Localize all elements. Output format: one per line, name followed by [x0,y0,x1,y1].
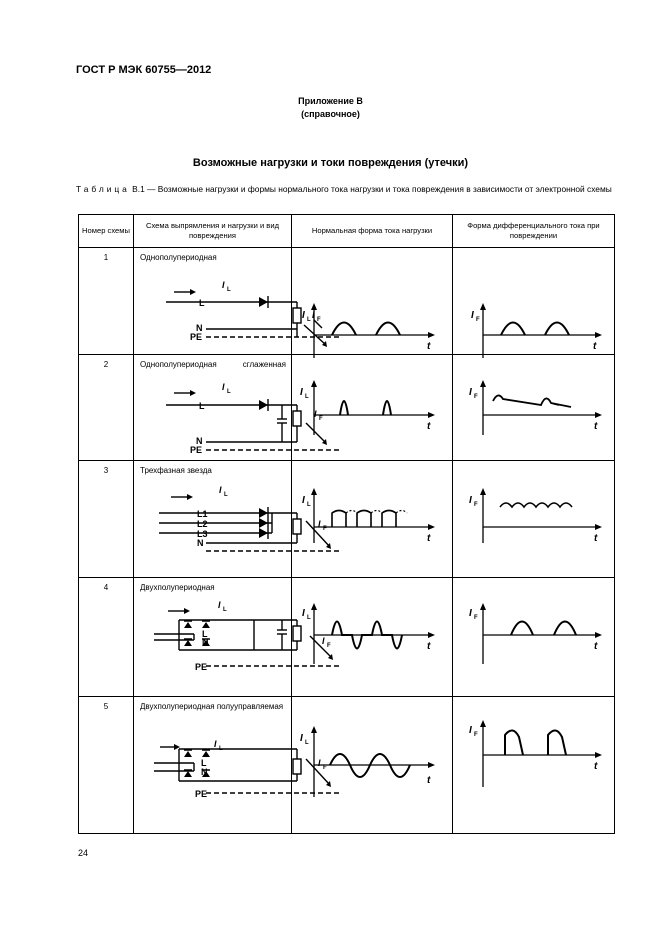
fault-current-waveform [453,248,615,355]
fault-current-sub: F [327,643,331,649]
row-number: 4 [79,578,134,697]
axis-symbol-sub: F [474,732,478,738]
time-axis-label: t [594,641,598,652]
three-phase-star-circuit-diagram [134,483,327,578]
time-axis-label: t [594,421,598,432]
axis-symbol-sub: F [476,317,480,323]
fault-current-waveform [453,461,615,578]
column-header-number: Номер схемы [79,215,134,248]
normal-current-waveform [292,578,453,697]
axis-symbol-sub: L [307,317,311,323]
line-label: L [201,758,207,768]
line-label: L [202,629,208,639]
pe-label: PE [190,445,203,455]
column-header-scheme: Схема выпрямления и нагрузки и вид повреждения [134,215,292,248]
axis-symbol: I [302,310,305,321]
normal-current-cell [292,355,453,461]
scheme-cell [134,461,327,578]
load-current-sub: L [227,389,231,395]
time-axis-label: t [427,341,431,352]
document-standard-header: ГОСТ Р МЭК 60755—2012 [76,64,212,76]
axis-symbol-sub: L [305,740,309,746]
normal-current-waveform [292,355,453,461]
fault-current-cell [453,355,615,461]
axis-symbol: I [302,495,305,506]
table-row [79,697,615,834]
page-number: 24 [78,848,89,858]
appendix-subtitle: (справочное) [301,109,360,119]
fault-current-waveform [453,355,615,461]
load-current-sub: L [219,746,223,752]
normal-current-cell [292,697,453,834]
load-current-symbol: I [214,739,217,749]
load-current-symbol: I [218,600,221,610]
fault-current-waveform [453,578,615,697]
line1-label: L1 [197,509,208,519]
scheme-cell [134,355,323,461]
table-caption-prefix: Таблица [76,184,130,194]
axis-symbol: I [469,725,472,736]
axis-symbol-sub: L [307,615,311,621]
fault-current-sub: F [323,526,327,532]
table-row [79,248,615,355]
neutral-label: N [202,637,209,647]
fault-current-cell [453,248,615,355]
scheme-name: Трехфазная звезда [140,466,212,475]
normal-current-waveform [292,248,453,355]
normal-current-cell [292,578,453,697]
normal-current-waveform [292,461,453,578]
time-axis-label: t [427,641,431,652]
table-header-row [79,215,615,248]
full-wave-half-controlled-circuit-diagram [134,729,327,839]
fault-current-symbol: I [318,758,321,768]
time-axis-label: t [594,533,598,544]
axis-symbol-sub: L [307,502,311,508]
line-label: L [199,401,205,411]
axis-symbol: I [469,608,472,619]
neutral-label: N [196,323,203,333]
time-axis-label: t [594,761,598,772]
axis-symbol-sub: F [474,615,478,621]
neutral-label: N [196,436,203,446]
fault-current-sub: F [319,416,323,422]
full-wave-bridge-circuit-diagram [134,600,331,695]
line2-label: L2 [197,519,208,529]
section-title: Возможные нагрузки и токи повреждения (утечки) [192,157,469,169]
axis-symbol: I [469,387,472,398]
row-number: 5 [79,697,134,834]
table-row [79,461,615,578]
scheme-name: Однополупериодная сглаженная [140,360,286,369]
half-wave-smoothed-circuit-diagram [134,382,323,465]
normal-current-cell [292,461,453,578]
scheme-cell [134,578,331,697]
table-caption-text: В.1 — Возможные нагрузки и формы нормального тока нагрузки и тока повреждения в зависимости от электронной схемы [132,184,612,194]
time-axis-label: t [427,775,431,786]
axis-symbol: I [302,608,305,619]
table-row [79,578,615,697]
half-wave-circuit-diagram [134,270,321,350]
fault-current-symbol: I [322,636,325,646]
axis-symbol-sub: L [305,394,309,400]
time-axis-label: t [427,421,431,432]
line3-label: L3 [197,529,208,539]
load-current-sub: L [223,607,227,613]
pe-label: PE [195,789,208,799]
fault-current-sub: F [323,765,327,771]
row-number: 3 [79,461,134,578]
table-caption [76,184,616,195]
scheme-cell [134,248,321,355]
load-current-sub: L [224,492,228,498]
row-number: 1 [79,248,134,355]
fault-current-cell [453,697,615,834]
fault-current-symbol: I [318,519,321,529]
normal-current-cell [292,248,453,355]
normal-current-waveform [292,697,453,834]
axis-symbol-sub: F [474,502,478,508]
axis-symbol: I [471,310,474,321]
scheme-name: Двухполупериодная [140,583,215,592]
fault-current-sub: F [317,317,321,323]
column-header-fault-current: Форма дифференциального тока при повреждении [453,215,615,248]
fault-current-cell [453,578,615,697]
axis-symbol: I [300,733,303,744]
time-axis-label: t [593,341,597,352]
row-number: 2 [79,355,134,461]
time-axis-label: t [427,533,431,544]
load-current-sub: L [227,287,231,293]
load-current-symbol: I [219,485,222,495]
scheme-name: Однополупериодная [140,253,217,262]
fault-current-symbol: I [312,310,315,320]
pe-label: PE [195,662,208,672]
loads-table [78,214,615,834]
scheme-name: Двухполупериодная полууправляемая [140,702,284,711]
axis-symbol-sub: F [474,394,478,400]
line-label: L [199,298,205,308]
column-header-normal-current: Нормальная форма тока нагрузки [292,215,453,248]
fault-current-waveform [453,697,615,834]
axis-symbol: I [300,387,303,398]
neutral-label: N [201,767,208,777]
load-current-symbol: I [222,280,225,290]
fault-current-cell [453,461,615,578]
load-current-symbol: I [222,382,225,392]
axis-symbol: I [469,495,472,506]
appendix-title: Приложение В [298,96,363,106]
fault-current-symbol: I [314,409,317,419]
table-row [79,355,615,461]
scheme-cell [134,697,327,834]
pe-label: PE [190,332,203,342]
neutral-label: N [197,538,204,548]
